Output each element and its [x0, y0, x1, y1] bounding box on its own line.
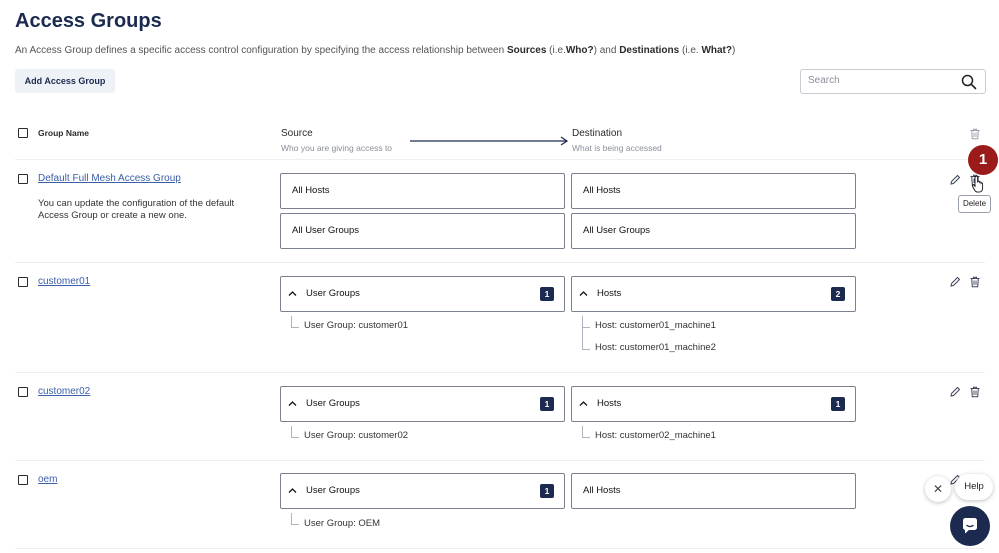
edit-icon[interactable]: [949, 276, 961, 288]
row-checkbox[interactable]: [18, 277, 28, 287]
chevron-up-icon: [288, 290, 297, 297]
group-description: You can update the configuration of the default Access Group or create a new one.: [38, 198, 235, 221]
select-all-checkbox[interactable]: [18, 128, 28, 138]
search-input[interactable]: [808, 75, 958, 86]
destination-label: All User Groups: [583, 225, 651, 236]
column-header-destination: Destination: [572, 128, 623, 139]
desc-text: An Access Group defines a specific access control configuration by specifying the access relationship between: [15, 45, 507, 56]
group-name-link[interactable]: customer01: [38, 276, 91, 287]
source-box: [280, 173, 565, 209]
column-header-source: Source: [281, 128, 313, 139]
column-header-group-name: Group Name: [38, 128, 90, 138]
destination-label: Hosts: [597, 398, 622, 409]
count-badge: 1: [540, 484, 554, 498]
destination-box: [571, 213, 856, 249]
help-close-button[interactable]: ✕: [925, 476, 951, 502]
destination-item: Host: customer02_machine1: [595, 430, 716, 441]
desc-destinations: Destinations: [619, 45, 680, 56]
desc-who: Who?: [565, 45, 594, 56]
add-access-group-button[interactable]: Add Access Group: [15, 69, 115, 93]
desc-text: (i.e.: [679, 45, 702, 56]
group-name-link[interactable]: customer02: [38, 386, 91, 397]
chevron-up-icon: [579, 290, 588, 297]
tree-connector: [582, 426, 590, 438]
desc-sources: Sources: [506, 45, 547, 56]
edit-icon[interactable]: [949, 386, 961, 398]
tree-connector: [582, 316, 590, 328]
chevron-up-icon: [579, 400, 588, 407]
divider: [15, 460, 985, 461]
source-label: User Groups: [306, 485, 360, 496]
tree-connector: [291, 513, 299, 525]
source-box: [280, 213, 565, 249]
column-header-destination-subtitle: What is being accessed: [572, 143, 662, 153]
count-badge: 2: [831, 287, 845, 301]
bulk-delete-icon[interactable]: [969, 128, 981, 140]
search-icon[interactable]: [961, 74, 977, 90]
source-label: All Hosts: [292, 185, 330, 196]
search-box: [800, 69, 986, 94]
destination-box: [571, 173, 856, 209]
column-header-source-subtitle: Who you are giving access to: [281, 143, 393, 153]
source-label: All User Groups: [292, 225, 360, 236]
desc-text: (i.e.: [546, 45, 566, 56]
source-label: User Groups: [306, 288, 360, 299]
row-checkbox[interactable]: [18, 174, 28, 184]
destination-label: All Hosts: [583, 185, 621, 196]
group-name-link[interactable]: oem: [38, 474, 58, 485]
destination-box: [571, 473, 856, 509]
source-box[interactable]: [280, 473, 565, 509]
desc-what: What?: [701, 45, 732, 56]
destination-box[interactable]: [571, 276, 856, 312]
count-badge: 1: [540, 287, 554, 301]
destination-label: All Hosts: [583, 485, 621, 496]
group-name-link[interactable]: Default Full Mesh Access Group: [38, 173, 181, 184]
desc-text: ): [732, 45, 736, 56]
source-box[interactable]: [280, 276, 565, 312]
chat-icon: [960, 516, 980, 536]
destination-label: Hosts: [597, 288, 622, 299]
destination-box[interactable]: [571, 386, 856, 422]
source-label: User Groups: [306, 398, 360, 409]
source-item: User Group: OEM: [304, 518, 381, 529]
delete-icon[interactable]: [969, 276, 981, 288]
tree-connector: [291, 426, 299, 438]
source-box[interactable]: [280, 386, 565, 422]
divider: [15, 262, 985, 263]
delete-tooltip: Delete: [958, 195, 991, 213]
source-item: User Group: customer01: [304, 320, 409, 331]
delete-icon[interactable]: [969, 386, 981, 398]
page-description: [15, 45, 735, 56]
edit-icon[interactable]: [949, 174, 961, 186]
pointer-hand-icon: [971, 175, 985, 193]
count-badge: 1: [831, 397, 845, 411]
chevron-up-icon: [288, 487, 297, 494]
right-arrow-icon: [410, 136, 570, 146]
tree-connector: [291, 316, 299, 328]
divider: [15, 159, 985, 160]
step-badge: 1: [968, 145, 998, 175]
source-item: User Group: customer02: [304, 430, 409, 441]
help-button[interactable]: Help: [955, 474, 993, 500]
destination-item: Host: customer01_machine2: [595, 342, 716, 353]
row-checkbox[interactable]: [18, 387, 28, 397]
count-badge: 1: [540, 397, 554, 411]
divider: [15, 372, 985, 373]
chat-launcher-button[interactable]: [950, 506, 990, 546]
chevron-up-icon: [288, 400, 297, 407]
page-title: Access Groups: [15, 10, 162, 32]
divider: [15, 548, 985, 549]
destination-item: Host: customer01_machine1: [595, 320, 716, 331]
desc-text: ) and: [593, 45, 620, 56]
row-checkbox[interactable]: [18, 475, 28, 485]
